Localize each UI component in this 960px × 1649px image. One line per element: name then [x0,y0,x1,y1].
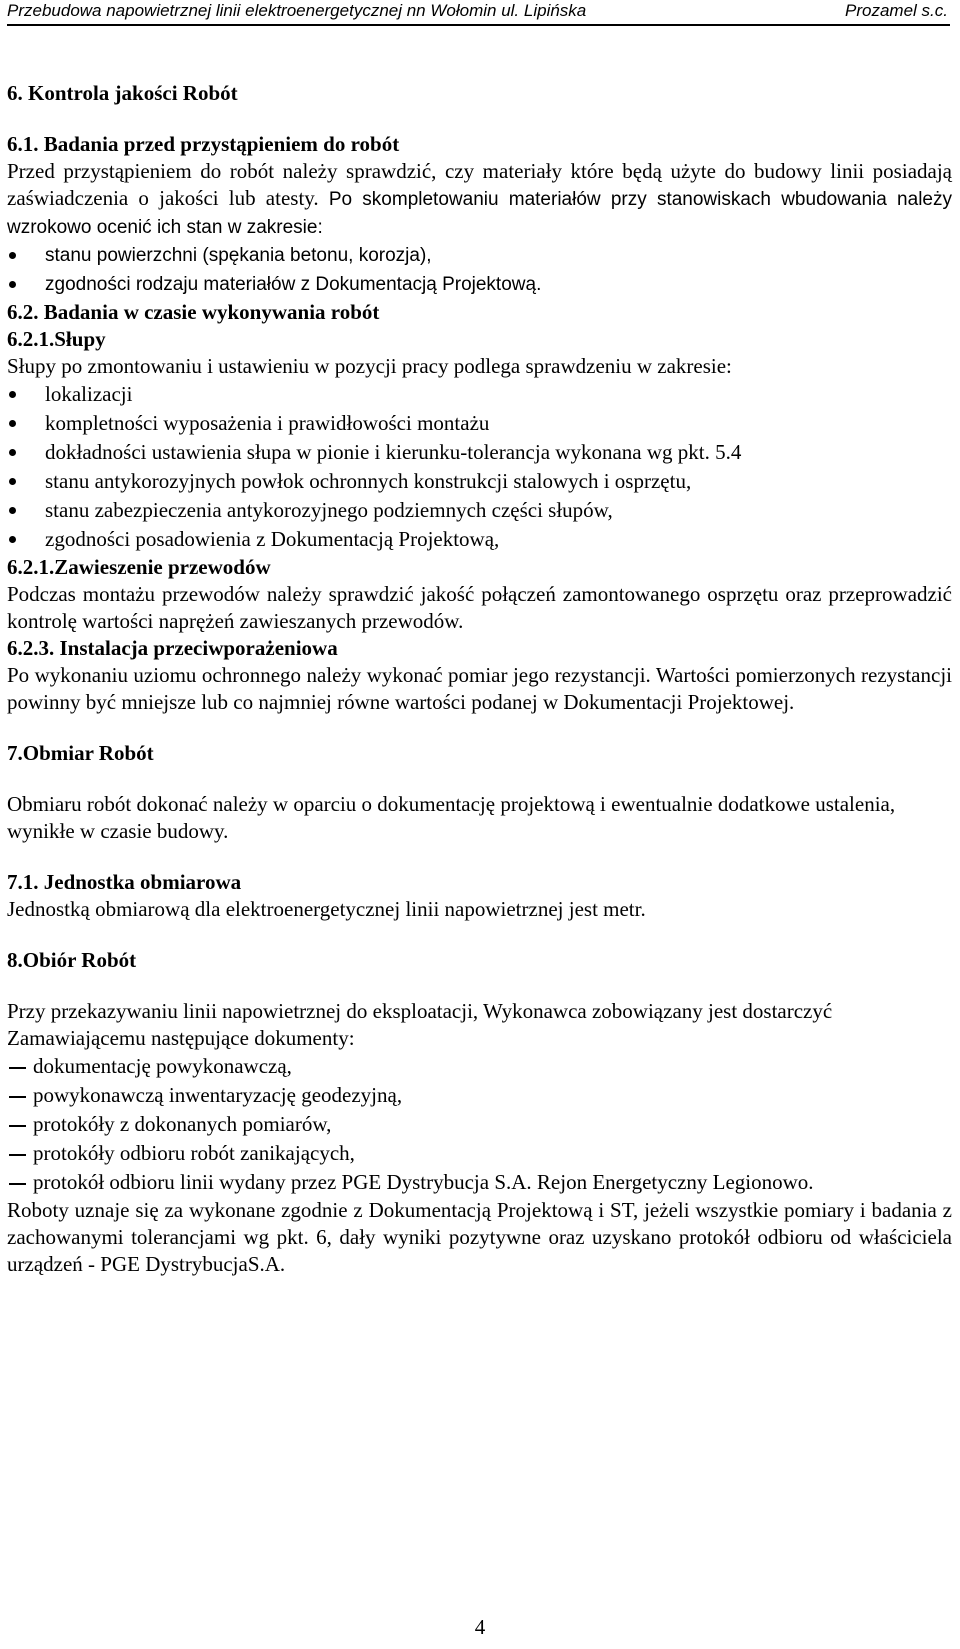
section-6-1-paragraph [7,158,952,241]
list-item: stanu powierzchni (spękania betonu, korozja), [7,241,952,270]
section-6-2-1-text: Słupy po zmontowaniu i ustawieniu w pozycji pracy podlega sprawdzeniu w zakresie: [7,354,732,378]
header-title: Przebudowa napowietrznej linii elektroenergetycznej nn Wołomin ul. Lipińska [7,1,587,20]
section-7-text: Obmiaru robót dokonać należy w oparciu o dokumentację projektową i ewentualnie dodatkowe ustalenia, wynikłe w czasie budowy. [7,792,896,843]
section-8-list [7,1052,952,1197]
list-item: stanu antykorozyjnych powłok ochronnych konstrukcji stalowych i osprzętu, [7,467,952,496]
section-6-2-3-text: Po wykonaniu uziomu ochronnego należy wykonać pomiar jego rezystancji. Wartości pomierzonych rezystancji powinny być mniejsze lub co najmniej równe wartości podanej w Dokumentacji Projektowej. [7,663,952,714]
list-item: powykonawczą inwentaryzację geodezyjną, [7,1081,952,1110]
section-6-2-heading: 6.2. Badania w czasie wykonywania robót [7,300,380,324]
section-6-2-1b-heading: 6.2.1.Zawieszenie przewodów [7,555,271,579]
list-item: stanu zabezpieczenia antykorozyjnego podziemnych części słupów, [7,496,952,525]
section-6-heading: 6. Kontrola jakości Robót [7,81,238,105]
section-6-1-text: Przed przystąpieniem do robót należy sprawdzić, czy materiały które będą użyte do budowy linii posiadają zaświadczenia o jakości lub atesty. [7,159,952,210]
list-item: kompletności wyposażenia i prawidłowości montażu [7,409,952,438]
list-item: dokumentację powykonawczą, [7,1052,952,1081]
section-6-2-1-heading: 6.2.1.Słupy [7,327,106,351]
page-number: 4 [474,1615,486,1639]
list-item: zgodności rodzaju materiałów z Dokumentacją Projektową. [7,270,952,299]
section-6-2-1-list [7,380,952,554]
list-item: protokóły odbioru robót zanikających, [7,1139,952,1168]
section-8-heading: 8.Obiór Robót [7,948,137,972]
document-body [7,80,952,1278]
section-8-text: Przy przekazywaniu linii napowietrznej do eksploatacji, Wykonawca zobowiązany jest dostarczyć Zamawiającemu następujące dokumenty: [7,999,833,1050]
section-8-closing: Roboty uznaje się za wykonane zgodnie z Dokumentacją Projektową i ST, jeżeli wszystkie pomiary i badania z zachowanymi tolerancjami wg pkt. 6, dały wyniki pozytywne oraz uzyskano protokół odbioru od właściciela urządzeń - PGE DystrybucjaS.A. [7,1198,952,1276]
section-6-1-text-2: Po skompletowaniu materiałów przy stanowiskach wbudowania należy wzrokowo ocenić ich stan w zakresie: [7,189,952,238]
section-6-2-3-heading: 6.2.3. Instalacja przeciwporażeniowa [7,636,338,660]
header-company: Prozamel s.c. [845,1,948,20]
list-item: dokładności ustawienia słupa w pionie i kierunku-tolerancja wykonana wg pkt. 5.4 [7,438,952,467]
section-7-heading: 7.Obmiar Robót [7,741,154,765]
page-header [7,0,950,26]
section-6-1-heading: 6.1. Badania przed przystąpieniem do robót [7,132,400,156]
section-7-1-text: Jednostką obmiarową dla elektroenergetycznej linii napowietrznej jest metr. [7,897,646,921]
list-item: protokóły z dokonanych pomiarów, [7,1110,952,1139]
section-6-2-1b-text: Podczas montażu przewodów należy sprawdzić jakość połączeń zamontowanego osprzętu oraz przeprowadzić kontrolę wartości naprężeń zawieszanych przewodów. [7,582,952,633]
list-item: zgodności posadowienia z Dokumentacją Projektową, [7,525,952,554]
section-7-1-heading: 7.1. Jednostka obmiarowa [7,870,242,894]
list-item: lokalizacji [7,380,952,409]
section-6-1-list [7,241,952,299]
list-item: protokół odbioru linii wydany przez PGE Dystrybucja S.A. Rejon Energetyczny Legionowo. [7,1168,952,1197]
